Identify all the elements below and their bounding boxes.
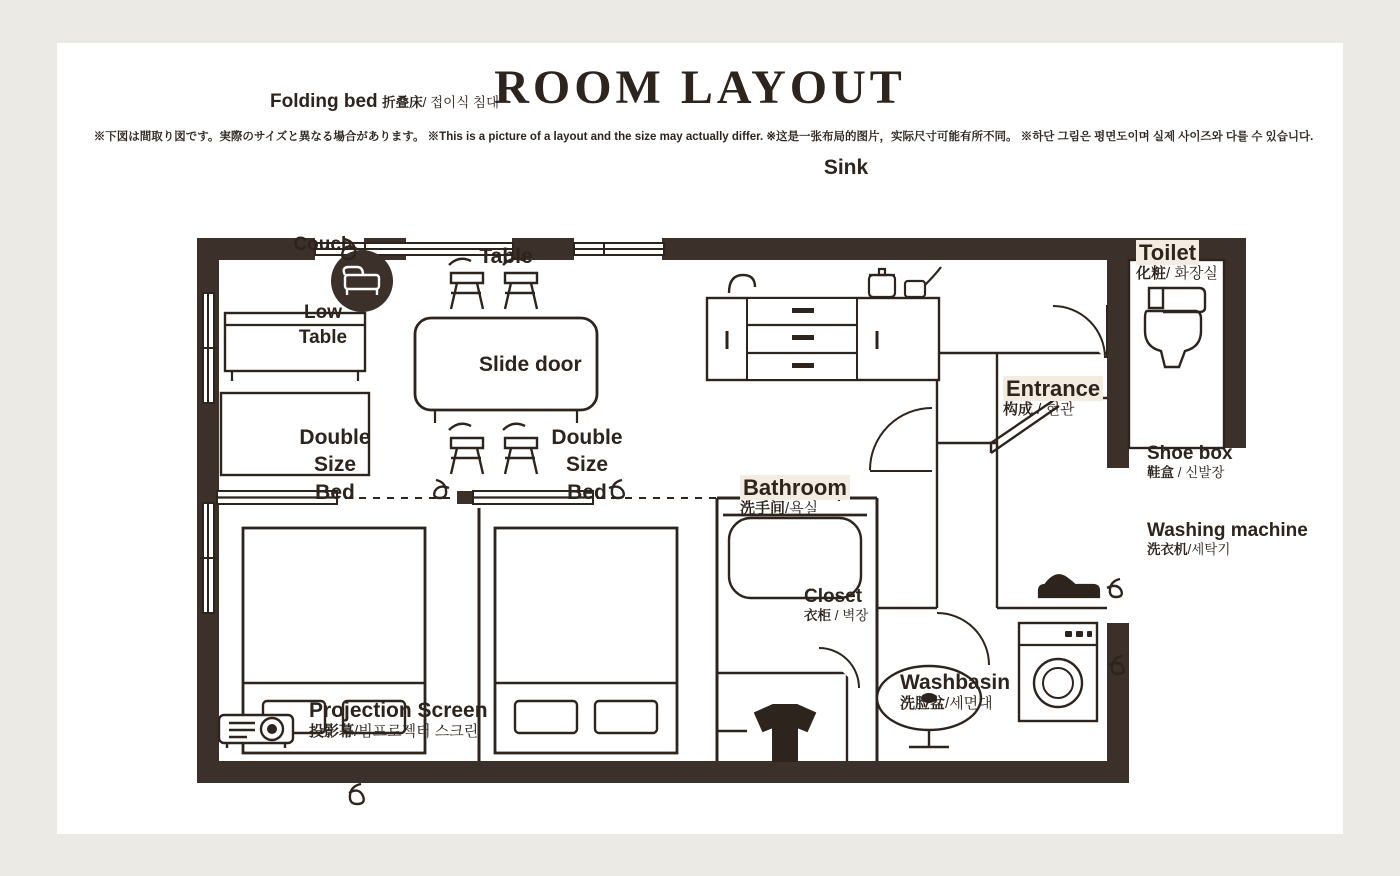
door-swing-icon	[1053, 305, 1107, 358]
label-washbasin: Washbasin 洗脸盆/세면대	[900, 671, 1011, 713]
label-entrance-en: Entrance	[1003, 376, 1103, 401]
label-low-table: Low Table	[298, 302, 348, 348]
label-projection-screen: Projection Screen 投影幕/빔프로젝터 스크린	[309, 699, 488, 741]
label-folding-bed-zh: 折叠床	[382, 95, 423, 110]
label-shoe-box-zh: 鞋盒	[1147, 464, 1174, 480]
washing-machine-icon	[1019, 623, 1097, 721]
label-projection-screen-ko: 빔프로젝터 스크린	[358, 723, 479, 741]
label-shoe-box-ko: 신발장	[1185, 464, 1225, 480]
label-couch: Couch	[293, 234, 353, 255]
label-bed-left: Double Size Bed	[299, 426, 371, 504]
label-folding-bed-ko: 접이식 침대	[430, 95, 500, 110]
label-table: Table	[479, 245, 533, 268]
label-closet-en: Closet	[804, 586, 863, 607]
chair-icon	[449, 424, 483, 474]
label-closet: Closet 衣柜 / 벽장	[804, 586, 869, 623]
tshirt-icon	[717, 705, 815, 761]
window-left-upper	[200, 293, 217, 403]
page-title: ROOM LAYOUT	[494, 61, 906, 114]
toilet-room	[1129, 260, 1224, 448]
label-entrance-zh: 构成	[1003, 401, 1034, 419]
label-shoe-box-en: Shoe box	[1147, 443, 1233, 464]
label-bathroom-ko: 욕실	[789, 500, 819, 518]
label-toilet-en: Toilet	[1136, 240, 1199, 265]
label-bathroom: Bathroom 洗手间/욕실	[740, 475, 850, 518]
projector-icon	[215, 703, 299, 756]
kitchen-sink-furniture	[707, 267, 941, 380]
label-washbasin-zh: 洗脸盆	[900, 695, 946, 713]
label-entrance: Entrance 构成 / 현관	[1003, 376, 1103, 419]
label-bathroom-en: Bathroom	[740, 475, 850, 500]
label-washbasin-en: Washbasin	[900, 671, 1011, 694]
disclaimer-note: ※下図は間取り図です。実際のサイズと異なる場合があります。 ※This is a picture of a layout and the size may actually differ. ※这是一张布局的图片，实际尺寸可能有所不同。 ※하단 그림은 평면도이며 실제 사이즈와 다를 수 있습니다.	[93, 131, 1314, 143]
label-toilet-zh: 化粧	[1136, 265, 1167, 283]
window-top-right	[574, 243, 664, 255]
label-shoe-box: Shoe box 鞋盒 / 신발장	[1147, 443, 1233, 480]
label-toilet: Toilet 化粧/ 화장실	[1136, 240, 1218, 283]
label-bed-right: Double Size Bed	[551, 426, 623, 504]
label-washing-machine-ko: 세탁기	[1191, 541, 1231, 557]
projection-screen-marker	[349, 784, 364, 804]
label-closet-ko: 벽장	[842, 607, 869, 623]
label-washing-machine-en: Washing machine	[1147, 520, 1308, 541]
door-swing-icon	[937, 613, 989, 665]
label-washbasin-ko: 세면대	[949, 695, 993, 713]
label-closet-zh: 衣柜	[804, 607, 831, 623]
label-sink: Sink	[823, 156, 869, 179]
label-projection-screen-en: Projection Screen	[309, 699, 488, 722]
label-toilet-ko: 화장실	[1174, 265, 1218, 283]
bed-right-furniture	[495, 528, 677, 753]
label-entrance-ko: 현관	[1045, 401, 1075, 419]
window-left-lower	[200, 503, 217, 613]
label-folding-bed: Folding bed 折叠床/ 접이식 침대	[270, 91, 500, 112]
label-bathroom-zh: 洗手间	[740, 500, 786, 518]
label-slide-door: Slide door	[479, 353, 582, 376]
label-projection-screen-zh: 投影幕	[309, 723, 355, 741]
shoe-icon	[1039, 575, 1122, 597]
floorplan-sheet	[57, 43, 1343, 834]
label-washing-machine-zh: 洗衣机	[1147, 541, 1188, 557]
label-washing-machine: Washing machine 洗衣机/세탁기	[1147, 520, 1308, 557]
